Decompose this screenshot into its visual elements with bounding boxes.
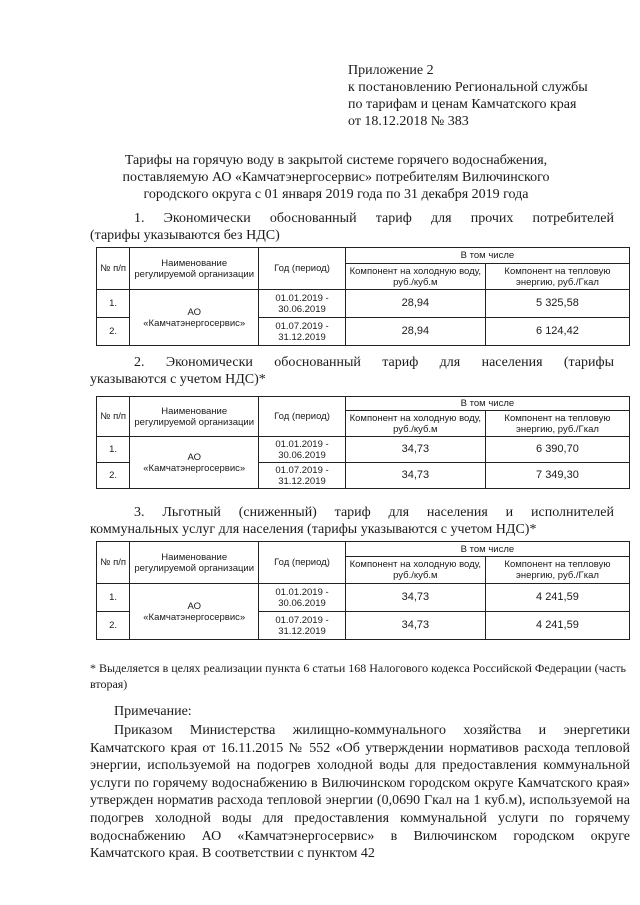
org-line-2: «Камчатэнергосервис»	[143, 317, 246, 329]
section-2-heading	[90, 354, 614, 388]
row-no: 2.	[97, 612, 130, 640]
row-period: 01.07.2019 - 31.12.2019	[259, 612, 346, 640]
appendix-line-1: Приложение 2	[348, 63, 434, 78]
section-2-line-2: указываются с учетом НДС)*	[90, 372, 266, 387]
row-heat-value: 4 241,59	[485, 612, 629, 640]
section-3-heading	[90, 504, 614, 538]
section-3-line-2: коммунальных услуг для населения (тарифы указываются с учетом НДС)*	[90, 522, 537, 537]
row-no: 1.	[97, 584, 130, 612]
header-including: В том числе	[345, 397, 629, 411]
header-including: В том числе	[345, 542, 629, 557]
row-no: 2.	[97, 463, 130, 489]
note-text: Приказом Министерства жилищно-коммунального хозяйства и энергетики Камчатского края от 16.11.2015 № 552 «Об утверждении нормативов расхода тепловой энергии, используемой на подогрев холодной воды для предоставления коммунальной услуги по горячему водоснабжению в Вилючинском городском округе Камчатского края» утвержден норматив расхода тепловой энергии (0,0690 Гкал на 1 куб.м), используемой на подогрев холодной воды для предоставления коммунальной услуги по горячему водоснабжению АО «Камчатэнергосервис» в Вилючинском городском округе Камчатского края. В соответствии с пунктом 42	[90, 723, 630, 862]
row-period: 01.07.2019 - 31.12.2019	[259, 318, 346, 346]
header-no: № п/п	[97, 397, 130, 437]
header-org-name: Наименование регулируемой организации	[130, 397, 259, 437]
tariff-table-3	[96, 541, 630, 640]
row-period: 01.01.2019 - 30.06.2019	[259, 290, 346, 318]
row-no: 1.	[97, 290, 130, 318]
header-period: Год (период)	[259, 248, 346, 290]
header-org-name: Наименование регулируемой организации	[130, 248, 259, 290]
row-cold-value: 28,94	[345, 290, 485, 318]
header-org-name: Наименование регулируемой организации	[130, 542, 259, 584]
row-cold-value: 34,73	[345, 437, 485, 463]
section-1-line-1: 1. Экономически обоснованный тариф для прочих потребителей	[134, 211, 614, 226]
row-no: 1.	[97, 437, 130, 463]
table-row	[97, 290, 630, 318]
section-1-heading	[90, 210, 614, 244]
table-row	[97, 437, 630, 463]
row-no: 2.	[97, 318, 130, 346]
org-name-cell	[130, 290, 259, 346]
header-no: № п/п	[97, 248, 130, 290]
appendix-line-2: к постановлению Региональной службы	[348, 80, 588, 95]
org-line-1: АО	[187, 600, 201, 612]
section-2-line-1: 2. Экономически обоснованный тариф для населения (тарифы	[134, 355, 614, 370]
header-period: Год (период)	[259, 542, 346, 584]
org-line-2: «Камчатэнергосервис»	[143, 462, 246, 474]
header-cold-water: Компонент на холодную воду, руб./куб.м	[345, 264, 485, 290]
org-line-1: АО	[187, 306, 201, 318]
appendix-line-4: от 18.12.2018 № 383	[348, 114, 469, 129]
section-3-line-1: 3. Льготный (сниженный) тариф для населения и исполнителей	[134, 505, 614, 520]
header-heat-energy: Компонент на тепловую энергию, руб./Гкал	[485, 411, 629, 437]
org-line-2: «Камчатэнергосервис»	[143, 611, 246, 623]
header-heat-energy: Компонент на тепловую энергию, руб./Гкал	[485, 264, 629, 290]
row-heat-value: 5 325,58	[485, 290, 629, 318]
footnote: * Выделяется в целях реализации пункта 6 статьи 168 Налогового кодекса Российской Федерации (часть вторая)	[90, 661, 627, 691]
header-period: Год (период)	[259, 397, 346, 437]
row-cold-value: 28,94	[345, 318, 485, 346]
header-heat-energy: Компонент на тепловую энергию, руб./Гкал	[485, 557, 629, 584]
tariff-table-1	[96, 247, 630, 346]
tariff-table-2	[96, 396, 630, 489]
row-cold-value: 34,73	[345, 612, 485, 640]
row-heat-value: 6 124,42	[485, 318, 629, 346]
row-cold-value: 34,73	[345, 584, 485, 612]
header-no: № п/п	[97, 542, 130, 584]
row-heat-value: 4 241,59	[485, 584, 629, 612]
org-name-cell	[130, 437, 259, 489]
row-period: 01.07.2019 - 31.12.2019	[259, 463, 346, 489]
row-cold-value: 34,73	[345, 463, 485, 489]
row-heat-value: 6 390,70	[485, 437, 629, 463]
org-name-cell	[130, 584, 259, 640]
header-cold-water: Компонент на холодную воду, руб./куб.м	[345, 557, 485, 584]
header-including: В том числе	[345, 248, 629, 264]
org-line-1: АО	[187, 451, 201, 463]
header-cold-water: Компонент на холодную воду, руб./куб.м	[345, 411, 485, 437]
section-1-line-2: (тарифы указываются без НДС)	[90, 228, 280, 243]
table-row	[97, 584, 630, 612]
note-heading: Примечание:	[114, 704, 192, 719]
row-heat-value: 7 349,30	[485, 463, 629, 489]
document-title: Тарифы на горячую воду в закрытой системе горячего водоснабжения, поставляемую АО «Камчатэнергосервис» потребителям Вилючинского городского округа с 01 января 2019 года по 31 декабря 2019 года	[122, 153, 550, 202]
row-period: 01.01.2019 - 30.06.2019	[259, 437, 346, 463]
appendix-header	[348, 62, 588, 130]
appendix-line-3: по тарифам и ценам Камчатского края	[348, 97, 577, 112]
row-period: 01.01.2019 - 30.06.2019	[259, 584, 346, 612]
